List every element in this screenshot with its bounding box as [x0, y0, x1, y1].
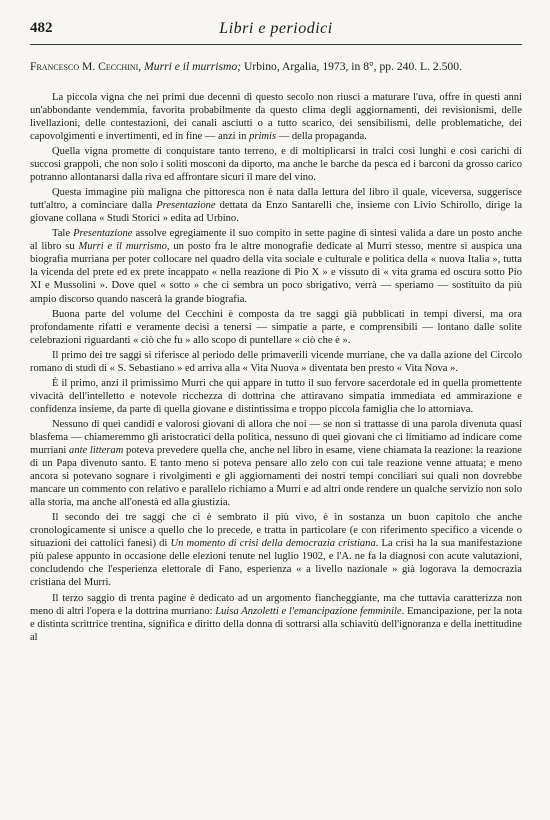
paragraph: Il terzo saggio di trenta pagine è dedicato ad un argomento fiancheggiante, ma che tuttavia caratterizza non meno di altri l'opera e la dottrina murriano: Luisa Anzoletti e l'emancipazione femminile. Emancipazione, per la nota e distinta scrittrice trentina, significa e diritto della donna di sottrarsi alla schiavitù dell'ignoranza e della inettitudine al — [30, 592, 522, 643]
paragraph: Questa immagine più maligna che pittoresca non è nata dalla lettura del libro il quale, viceversa, suggerisce tutt'altro, a cominciare dalla Presentazione dettata da Enzo Santarelli che, insieme con Livio Schirollo, dirige la giovane collana « Studi Storici » edita ad Urbino. — [30, 187, 522, 225]
header-rule — [30, 44, 522, 45]
citation-author: Francesco M. Cecchini, — [30, 60, 142, 73]
citation-title: Murri e il murrismo; — [144, 60, 242, 73]
page-number: 482 — [30, 20, 53, 36]
paragraph: È il primo, anzi il primissimo Murri che qui appare in tutto il suo fervore sacerdotale ed in quella promettente vivacità dell'intelletto e notevole ricchezza di dottrina che attiravano simpatia immediata ed ammirazione e confidenza insieme, da parte di quella giovane e distintissima e troppo piccola famiglia che lo attorniava. — [30, 377, 522, 415]
paragraph: La piccola vigna che nei primi due decenni di questo secolo non riuscì a maturare l'uva, offre in questi anni un'abbondante vendemmia, favorita probabilmente da questo clima degli aggiornamenti, dei revisionismi, delle livellazioni, delle contestazioni, dei canali asciutti o a tutto scarico, dei sensibilismi, delle problematiche, dei capovolgimenti e invertimenti, ed in fine — anzi in primis — della propaganda. — [30, 91, 522, 142]
review-text — [30, 91, 522, 644]
paragraph: Nessuno di quei candidi e valorosi giovani di allora che noi — se non si trattasse di una parola divenuta quasi blasfema — chiameremmo gli aristocratici della politica, nessuno di quei giovani che ci limitiamo ad indicare come murriani ante litteram poteva prevedere quella che, anche nel libro in esame, viene chiamata la reazione: la reazione di un Papa divenuto santo. E tanto meno si poteva pensare allo zelo con cui tale reazione venne attuata; e meno ancora si potevano sognare i rivolgimenti e gli aggiornamenti dei nostri tempi conciliari sui quali non dovrebbe mancare un commento con relativo e parallelo richiamo a Murri e ad altri onde rendere un qualche servizio non solo alla storia, ma anche all'onestà ed alla giustizia. — [30, 418, 522, 509]
page-body — [30, 60, 522, 646]
running-head — [30, 20, 522, 42]
paragraph: Tale Presentazione assolve egregiamente il suo compito in sette pagine di sintesi valida a dare un posto anche al libro su Murri e il murrismo, un posto fra le altre monografie dedicate al Murri stesso, mentre si auspica una biografia murriana per poter collocare nel quadro della vita sociale e culturale e politica della « nuova Italia », tutta la vicenda del prete ed ex prete incappato « nella reazione di Pio X » e vissuto di « vita grama ed oscura sotto Pio XI e Mussolini ». Dove quel « sotto » che ci sembra un poco sbrigativo, verrà — speriamo — sostituito da più ampio discorso quando nascerà la grande biografia. — [30, 228, 522, 305]
paragraph: Il primo dei tre saggi si riferisce al periodo delle primaverili vicende murriane, che va dalla azione del Circolo romano di studi di « S. Sebastiano » ed arriva alla « Vita Nuova » diventata ben presto « Vita Nova ». — [30, 349, 522, 374]
paragraph: Quella vigna promette di conquistare tanto terreno, e di moltiplicarsi in tralci così lunghi e così carichi di succosi grappoli, che non solo i soliti mosconi da diporto, ma anche le barche da pesca ed i barconi da grosso carico potranno allontanarsi dalla riva ed affrontare sicuri il mare del vino. — [30, 145, 522, 184]
running-title: Libri e periodici — [219, 20, 333, 37]
book-citation — [30, 60, 522, 74]
paragraph: Il secondo dei tre saggi che ci è sembrato il più vivo, è in sostanza un buon capitolo che anche cronologicamente si unisce a quello che lo precede, e tratta in particolare (e con riferimento specifico a vicende o situazioni dei cattolici fanesi) di Un momento di crisi della democrazia cristiana. La crisi ha la sua manifestazione più palese appunto in occasione delle elezioni tenute nel luglio 1902, e l'A. ne fa la diagnosi con acute valutazioni, concludendo che l'esperienza elettorale di Fano, esperienza « a livello nazionale » già logorava la democrazia cristiana del Murri. — [30, 512, 523, 589]
citation-details: Urbino, Argalia, 1973, in 8°, pp. 240. L. 2.500. — [243, 60, 462, 73]
paragraph: Buona parte del volume del Cecchini è composta da tre saggi già pubblicati in tempi diversi, ma ora profondamente rifatti e veramente decisi a tenersi — simpatie a parte, e comprensibili — lontano dalle solite celebrazioni riguardanti « ciò che fu » allo scopo di puntellare « ciò che è ». — [30, 308, 522, 346]
